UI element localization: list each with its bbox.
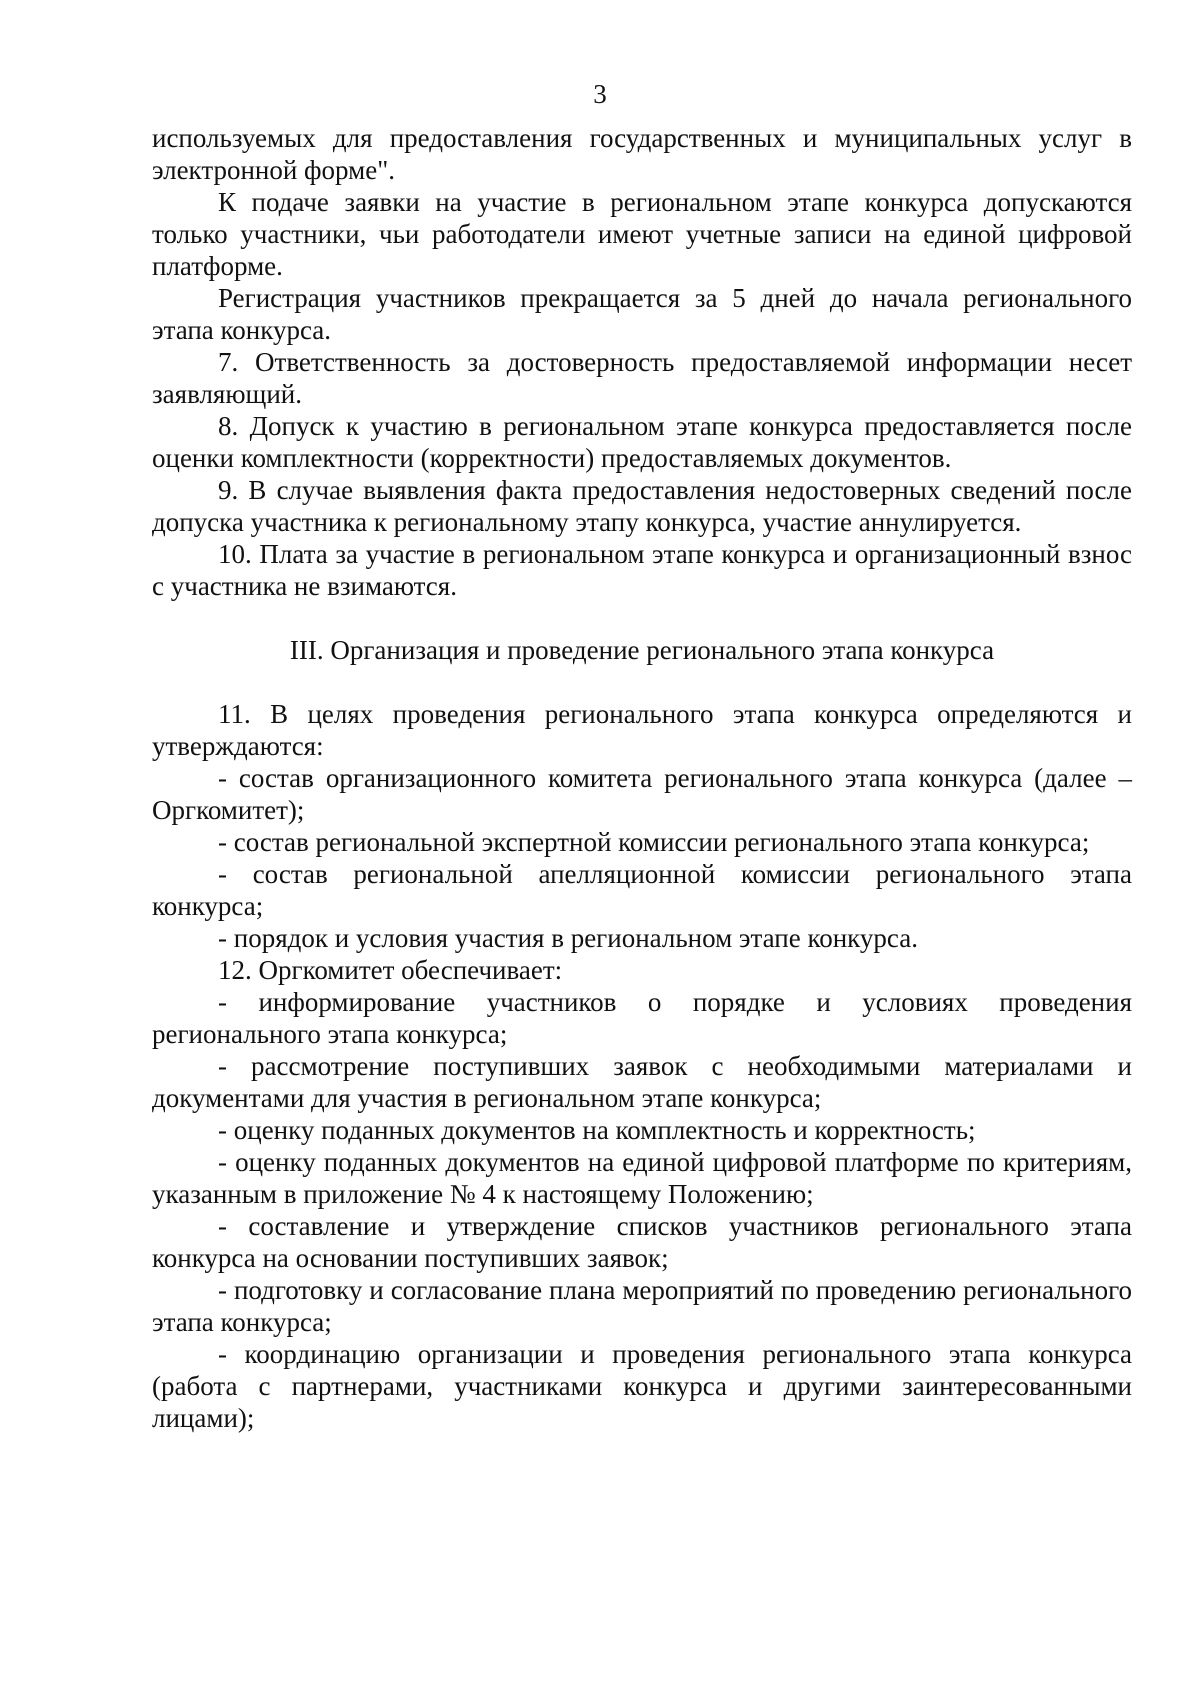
list-item: - оценку поданных документов на единой цифровой платформе по критериям, указанным в приложение № 4 к настоящему Положению; bbox=[152, 1147, 1132, 1209]
list-item: - рассмотрение поступивших заявок с необходимыми материалами и документами для участия в региональном этапе конкурса; bbox=[152, 1051, 1132, 1113]
list-item: - состав региональной экспертной комиссии регионального этапа конкурса; bbox=[218, 827, 1090, 857]
paragraph: 9. В случае выявления факта предоставления недостоверных сведений после допуска участника к региональному этапу конкурса, участие аннулируется. bbox=[152, 475, 1132, 537]
paragraph: 7. Ответственность за достоверность предоставляемой информации несет заявляющий. bbox=[152, 347, 1132, 409]
list-item: - порядок и условия участия в региональном этапе конкурса. bbox=[218, 923, 918, 953]
section-heading: III. Организация и проведение регионального этапа конкурса bbox=[289, 635, 995, 665]
paragraph: 10. Плата за участие в региональном этапе конкурса и организационный взнос с участника не взимаются. bbox=[152, 539, 1132, 601]
list-item: - составление и утверждение списков участников регионального этапа конкурса на основании поступивших заявок; bbox=[152, 1211, 1132, 1273]
paragraph: 11. В целях проведения регионального этапа конкурса определяются и утверждаются: bbox=[152, 699, 1132, 761]
list-item: - координацию организации и проведения регионального этапа конкурса (работа с партнерами, участниками конкурса и другими заинтересованными лицами); bbox=[152, 1339, 1132, 1433]
paragraph: К подаче заявки на участие в региональном этапе конкурса допускаются только участники, чьи работодатели имеют учетные записи на единой цифровой платформе. bbox=[152, 187, 1132, 281]
paragraph: 12. Оргкомитет обеспечивает: bbox=[218, 955, 563, 985]
list-item: - подготовку и согласование плана мероприятий по проведению регионального этапа конкурса; bbox=[152, 1275, 1132, 1337]
document-body bbox=[152, 122, 1132, 1434]
list-item: - состав организационного комитета регионального этапа конкурса (далее – Оргкомитет); bbox=[152, 763, 1132, 825]
list-item: - информирование участников о порядке и условиях проведения регионального этапа конкурса; bbox=[152, 987, 1132, 1049]
paragraph: Регистрация участников прекращается за 5 дней до начала регионального этапа конкурса. bbox=[152, 283, 1132, 345]
list-item: - состав региональной апелляционной комиссии регионального этапа конкурса; bbox=[152, 859, 1132, 921]
list-item: - оценку поданных документов на комплектность и корректность; bbox=[218, 1115, 976, 1145]
paragraph: используемых для предоставления государственных и муниципальных услуг в электронной форме". bbox=[152, 123, 1132, 185]
page-number: 3 bbox=[593, 79, 607, 109]
paragraph: 8. Допуск к участию в региональном этапе конкурса предоставляется после оценки комплектности (корректности) предоставляемых документов. bbox=[152, 411, 1132, 473]
